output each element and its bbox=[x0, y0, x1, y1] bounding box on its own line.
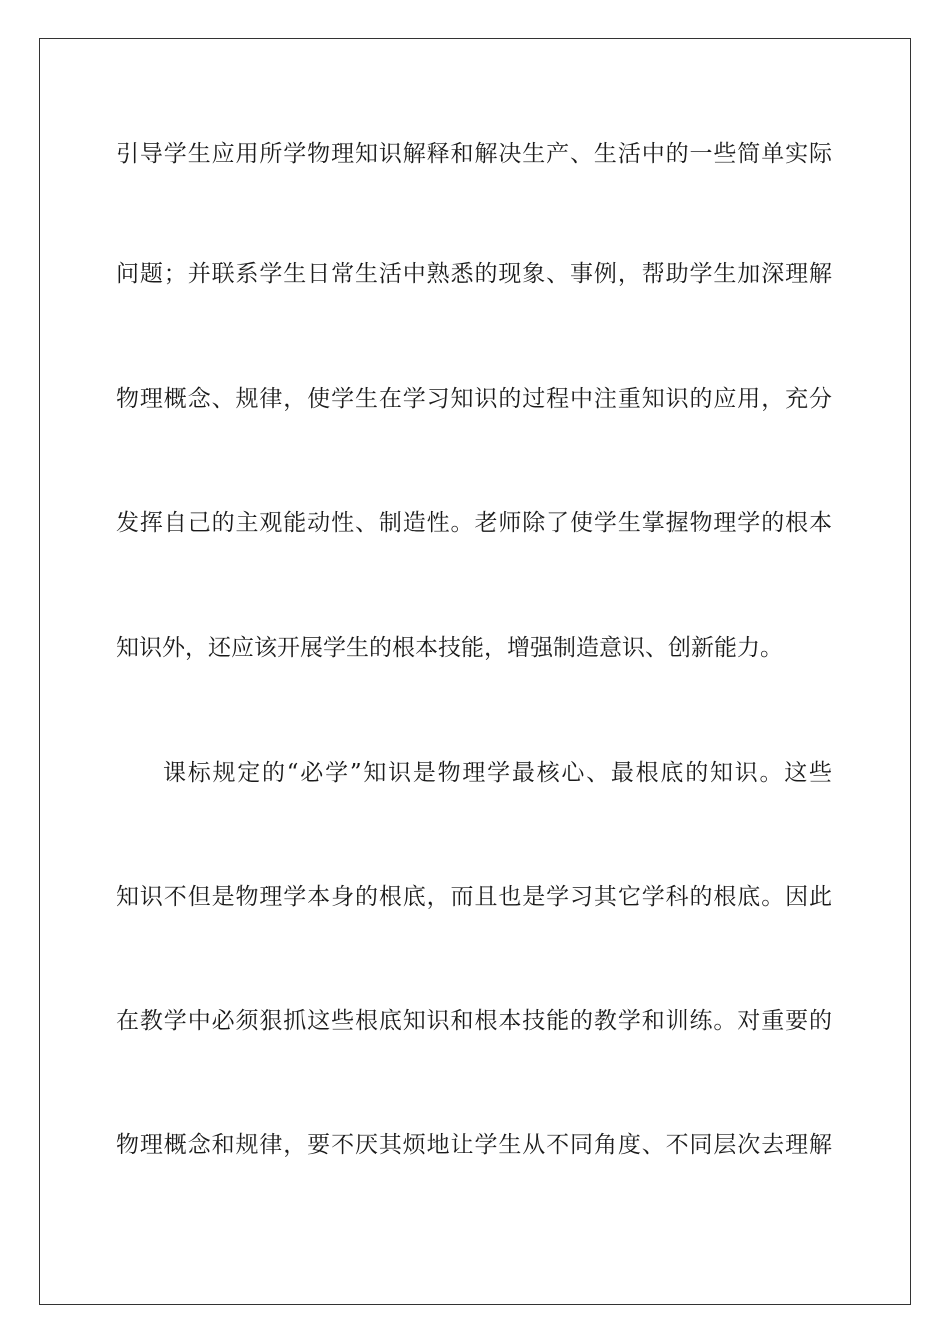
paragraph-line-8: 在教学中必须狠抓这些根底知识和根本技能的教学和训练。对重要的 bbox=[116, 1008, 832, 1034]
paragraph-line-5: 知识外，还应该开展学生的根本技能，增强制造意识、创新能力。 bbox=[116, 635, 783, 661]
paragraph-line-9: 物理概念和规律，要不厌其烦地让学生从不同角度、不同层次去理解 bbox=[116, 1132, 832, 1158]
paragraph-line-3: 物理概念、规律，使学生在学习知识的过程中注重知识的应用，充分 bbox=[116, 386, 832, 412]
paragraph-line-1: 引导学生应用所学物理知识解释和解决生产、生活中的一些简单实际 bbox=[116, 141, 832, 167]
page-border bbox=[39, 38, 911, 1305]
paragraph-line-4: 发挥自己的主观能动性、制造性。老师除了使学生掌握物理学的根本 bbox=[116, 510, 832, 536]
paragraph-line-6: 课标规定的“必学”知识是物理学最核心、最根底的知识。这些 bbox=[163, 760, 832, 786]
paragraph-line-2: 问题；并联系学生日常生活中熟悉的现象、事例，帮助学生加深理解 bbox=[116, 261, 832, 287]
paragraph-line-7: 知识不但是物理学本身的根底，而且也是学习其它学科的根底。因此 bbox=[116, 884, 832, 910]
